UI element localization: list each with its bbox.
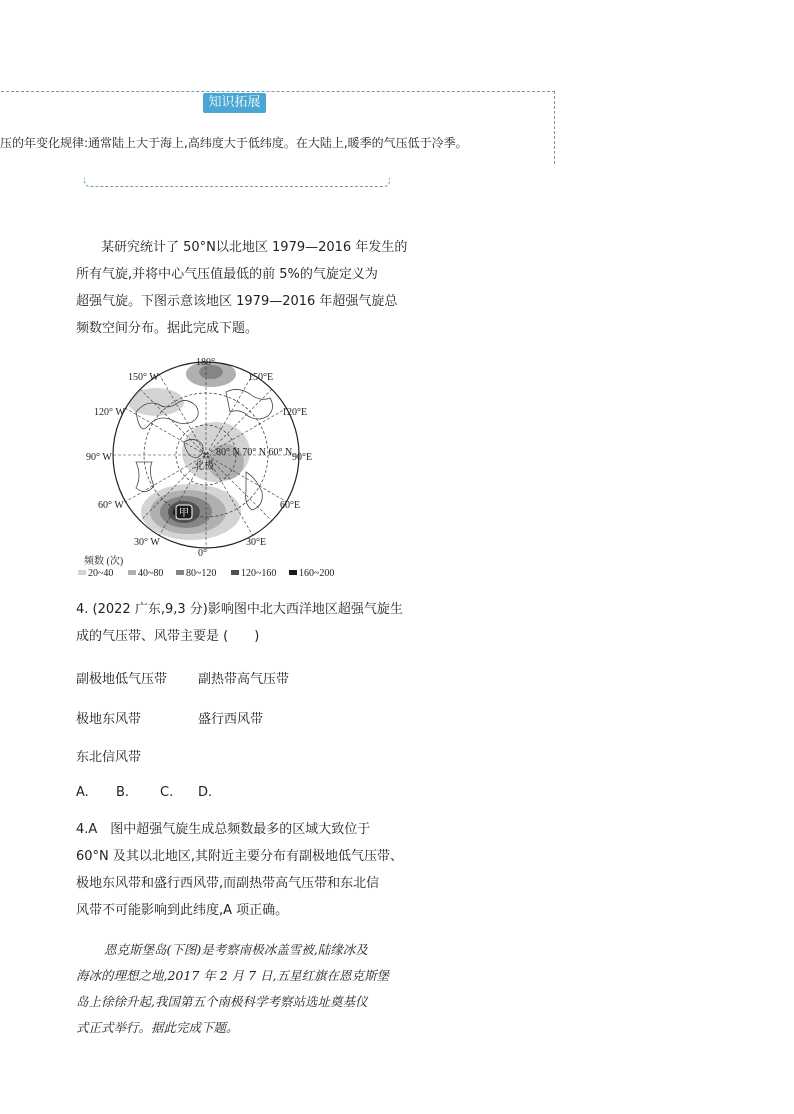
label-0: 0° — [198, 548, 207, 559]
choice-a[interactable]: A. — [76, 785, 89, 800]
next-line-3: 岛上徐徐升起,我国第五个南极科学考察站选址奠基仪 — [76, 994, 368, 1009]
label-90w: 90° W — [86, 452, 112, 463]
label-120e: 120°E — [282, 407, 308, 418]
answer-line-3: 极地东风带和盛行西风带,而副热带高气压带和东北信 — [76, 876, 380, 891]
legend-swatch-3 — [176, 570, 184, 575]
question-item-1: 副极地低气压带 — [76, 672, 168, 687]
question-item-5: 东北信风带 — [76, 750, 142, 765]
label-180: 180° — [196, 357, 215, 368]
legend-label-2: 40~80 — [138, 568, 164, 579]
question-item-2: 副热带高气压带 — [198, 672, 290, 687]
legend-items — [78, 568, 334, 579]
legend-swatch-5 — [289, 570, 297, 575]
jia-label: 甲 — [179, 508, 189, 519]
intro-line-4: 频数空间分布。据此完成下题。 — [76, 321, 259, 336]
polar-cyclone-map — [76, 352, 356, 582]
answer-line-1: 4.A 图中超强气旋生成总频数最多的区域大致位于 — [76, 822, 371, 837]
legend-swatch-4 — [231, 570, 239, 575]
legend-label-3: 80~120 — [186, 568, 217, 579]
choice-c[interactable]: C. — [160, 785, 174, 800]
choice-b[interactable]: B. — [116, 785, 130, 800]
legend-label-1: 20~40 — [88, 568, 114, 579]
pole-label: 北极 — [194, 461, 214, 472]
label-90e: 90°E — [292, 452, 313, 463]
label-120w: 120° W — [94, 407, 125, 418]
legend-label-5: 160~200 — [299, 568, 335, 579]
legend-swatch-2 — [128, 570, 136, 575]
next-line-2: 海冰的理想之地,2017 年 2 月 7 日,五星红旗在恩克斯堡 — [76, 968, 390, 983]
knowledge-tag: 知识拓展 — [203, 93, 266, 113]
question-line-1: 4. (2022 广东,9,3 分)影响图中北大西洋地区超强气旋生 — [76, 602, 403, 617]
legend-swatch-1 — [78, 570, 86, 575]
next-line-1: 恩克斯堡岛(下图)是考察南极冰盖雪被,陆缘冰及 — [104, 942, 368, 957]
knowledge-text: 压的年变化规律:通常陆上大于海上,高纬度大于低纬度。在大陆上,暖季的气压低于冷季。 — [0, 136, 468, 150]
knowledge-box — [0, 91, 555, 164]
latitude-label: 80° N 70° N 60° N — [216, 447, 293, 458]
answer-line-4: 风带不可能影响到此纬度,A 项正确。 — [76, 903, 289, 918]
label-60w: 60° W — [98, 500, 124, 511]
intro-line-2: 所有气旋,并将中心气压值最低的前 5%的气旋定义为 — [76, 267, 378, 282]
next-line-4: 式正式举行。据此完成下题。 — [76, 1020, 239, 1035]
label-150e: 150°E — [248, 372, 274, 383]
question-line-2: 成的气压带、风带主要是 ( ) — [76, 629, 260, 644]
label-30e: 30°E — [246, 537, 267, 548]
label-60e: 60°E — [280, 500, 301, 511]
label-30w: 30° W — [134, 537, 160, 548]
legend-title: 频数 (次) — [84, 556, 124, 567]
choice-d[interactable]: D. — [198, 785, 213, 800]
intro-line-1: 某研究统计了 50°N以北地区 1979—2016 年发生的 — [101, 240, 408, 255]
answer-line-2: 60°N 及其以北地区,其附近主要分布有副极地低气压带、 — [76, 849, 404, 864]
knowledge-box-bottom — [84, 178, 390, 187]
question-item-4: 盛行西风带 — [198, 712, 264, 727]
intro-line-3: 超强气旋。下图示意该地区 1979—2016 年超强气旋总 — [76, 294, 398, 309]
legend-label-4: 120~160 — [241, 568, 277, 579]
question-item-3: 极地东风带 — [76, 712, 142, 727]
label-150w: 150° W — [128, 372, 159, 383]
